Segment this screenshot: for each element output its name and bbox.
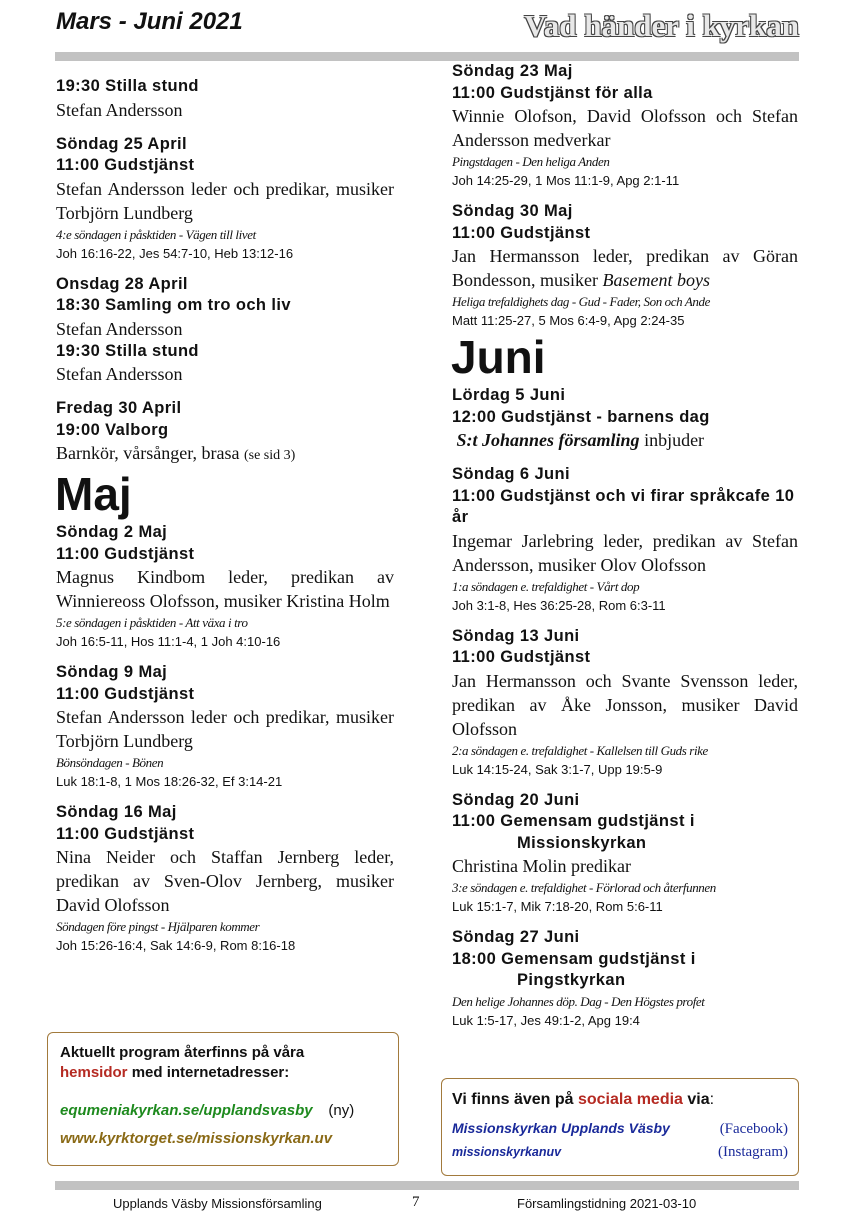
social-media-highlight: sociala media: [577, 1091, 683, 1108]
right-column: [452, 61, 798, 1041]
facebook-row: [452, 1120, 788, 1138]
event-text: Christina Molin predikar: [452, 856, 631, 876]
event-text: [452, 244, 798, 292]
top-rule: [55, 52, 799, 61]
event-5-juni: [452, 385, 798, 452]
event-text: Stefan Andersson: [56, 99, 183, 120]
event-refs: Luk 14:15-24, Sak 3:1-7, Upp 19:5-9: [452, 761, 663, 777]
event-text: Ingemar Jarlebring leder, predikan av Stefan Andersson, musiker Olov Olofsson: [452, 530, 798, 575]
website-info-line2-rest: med internetadresser:: [131, 1064, 290, 1081]
new-note: (ny): [328, 1102, 355, 1119]
event-27-juni: [452, 927, 798, 1029]
event-theme: 1:a söndagen e. trefaldighet - Vårt dop: [452, 578, 640, 594]
equmenia-link[interactable]: equmeniakyrkan.se/upplandsvasby: [60, 1102, 313, 1119]
event-text: Jan Hermansson och Svante Svensson leder, predikan av Åke Jonsson, musiker David Olofsson: [452, 670, 798, 739]
event-text-2: Stefan Andersson: [56, 364, 183, 384]
event-day: Lördag 5 Juni: [452, 386, 566, 404]
kyrktorget-link[interactable]: www.kyrktorget.se/missionskyrkan.uv: [60, 1130, 333, 1147]
left-column: [56, 76, 394, 966]
event-theme: 3:e söndagen e. trefaldighet - Förlorad och återfunnen: [452, 880, 716, 895]
event-day: Söndag 13 Juni: [452, 626, 580, 645]
event-time-title: 11:00 Gudstjänst: [452, 648, 591, 666]
event-theme: Den helige Johannes döp. Dag - Den Högstes profet: [452, 993, 705, 1009]
event-refs: Joh 14:25-29, 1 Mos 11:1-9, Apg 2:1-11: [452, 173, 680, 188]
event-refs: Joh 3:1-8, Hes 36:25-28, Rom 6:3-11: [452, 597, 666, 613]
event-day: Söndag 23 Maj: [452, 62, 573, 80]
event-text-main: Barnkör, vårsånger, brasa: [56, 443, 240, 463]
event-theme: 2:a söndagen e. trefaldighet - Kallelsen till Guds rike: [452, 742, 708, 758]
event-30-april: [56, 398, 394, 468]
event-day: Söndag 20 Juni: [452, 790, 580, 809]
event-text: [56, 441, 394, 468]
event-time-title: 11:00 Gudstjänst: [56, 156, 195, 174]
event-text: [452, 428, 798, 452]
event-time-title: 11:00 Gudstjänst: [452, 223, 591, 242]
event-text-emphasis: Basement boys: [602, 270, 710, 290]
website-info-line2: [60, 1063, 386, 1083]
event-refs: Luk 18:1-8, 1 Mos 18:26-32, Ef 3:14-21: [56, 774, 283, 789]
event-text: Stefan Andersson leder och predikar, musiker Torbjörn Lundberg: [56, 707, 394, 751]
event-refs: Matt 11:25-27, 5 Mos 6:4-9, Apg 2:24-35: [452, 313, 685, 328]
event-time-title: 11:00 Gudstjänst och vi firar språkcafe 10 år: [452, 486, 795, 526]
event-stilla-stund: [56, 76, 394, 122]
event-time-title: 18:00 Gemensam gudstjänst i: [452, 949, 696, 968]
event-theme: Söndagen före pingst - Hjälparen kommer: [56, 919, 260, 934]
page-title: Vad händer i kyrkan: [524, 8, 799, 43]
facebook-label: (Facebook): [719, 1121, 788, 1137]
instagram-label: (Instagram): [718, 1144, 788, 1160]
event-refs: Joh 16:5-11, Hos 11:1-4, 1 Joh 4:10-16: [56, 634, 281, 649]
event-text-emphasis: S:t Johannes församling: [456, 430, 640, 450]
event-day: Söndag 27 Juni: [452, 928, 580, 946]
instagram-link[interactable]: missionskyrkanuv: [452, 1145, 562, 1159]
event-refs: Luk 15:1-7, Mik 7:18-20, Rom 5:6-11: [452, 899, 663, 914]
event-theme: Bönsöndagen - Bönen: [56, 755, 164, 770]
event-23-maj: [452, 61, 798, 189]
website-link-row-2: [60, 1129, 386, 1149]
event-16-maj: [56, 802, 394, 954]
event-theme: Pingstdagen - Den heliga Anden: [452, 154, 610, 169]
website-info-box: [47, 1032, 399, 1166]
event-day: Söndag 16 Maj: [56, 803, 177, 821]
event-20-juni: [452, 790, 798, 916]
event-30-maj: [452, 201, 798, 329]
event-theme: 4:e söndagen i påsktiden - Vägen till livet: [56, 226, 256, 242]
event-time-title: 11:00 Gudstjänst för alla: [452, 83, 653, 102]
event-day: Söndag 2 Maj: [56, 523, 168, 541]
instagram-row: [452, 1144, 788, 1161]
website-link-row-1: [60, 1101, 386, 1121]
event-refs: Joh 15:26-16:4, Sak 14:6-9, Rom 8:16-18: [56, 938, 296, 953]
event-venue: Pingstkyrkan: [517, 971, 626, 989]
event-text: Winnie Olofson, David Olofsson och Stefan Andersson medverkar: [452, 106, 798, 150]
event-time-title: 11:00 Gudstjänst: [56, 684, 195, 703]
event-day: Söndag 9 Maj: [56, 663, 168, 681]
event-heading: 19:30 Stilla stund: [56, 77, 199, 95]
event-refs: Joh 16:16-22, Jes 54:7-10, Heb 13:12-16: [56, 245, 294, 261]
website-info-text: [60, 1043, 386, 1083]
event-6-juni: [452, 464, 798, 614]
social-media-post: via: [687, 1091, 710, 1108]
event-25-april: [56, 134, 394, 262]
issue-period: Mars - Juni 2021: [56, 8, 243, 35]
event-day: Onsdag 28 April: [56, 274, 188, 293]
event-text: Stefan Andersson leder och predikar, musiker Torbjörn Lundberg: [56, 178, 394, 223]
event-theme: 5:e söndagen i påsktiden - Att växa i tro: [56, 615, 248, 630]
event-time-title: 11:00 Gemensam gudstjänst i: [452, 812, 695, 830]
event-theme: Heliga trefaldighets dag - Gud - Fader, Son och Ande: [452, 294, 710, 309]
event-time-title: 11:00 Gudstjänst: [56, 544, 195, 563]
event-13-juni: [452, 626, 798, 778]
event-9-maj: [56, 662, 394, 790]
website-info-line1: Aktuellt program återfinns på våra: [60, 1044, 305, 1061]
event-day: Söndag 30 Maj: [452, 202, 573, 220]
event-note: (se sid 3): [243, 448, 296, 463]
social-media-pre: Vi finns även på: [452, 1091, 574, 1108]
facebook-link[interactable]: Missionskyrkan Upplands Väsby: [452, 1120, 670, 1136]
event-text: Magnus Kindbom leder, predikan av Winniereoss Olofsson, musiker Kristina Holm: [56, 567, 394, 611]
event-venue: Missionskyrkan: [517, 833, 647, 852]
page-number: 7: [412, 1194, 420, 1210]
event-day: Söndag 25 April: [56, 134, 187, 153]
event-time-title: 18:30 Samling om tro och liv: [56, 296, 291, 314]
event-refs: Luk 1:5-17, Jes 49:1-2, Apg 19:4: [452, 1012, 640, 1028]
social-media-box: [441, 1078, 799, 1176]
event-28-april: [56, 274, 394, 387]
websites-highlight: hemsidor: [60, 1064, 128, 1081]
month-heading-juni: Juni: [451, 331, 546, 383]
event-time-title: 19:00 Valborg: [56, 420, 169, 439]
event-day: Söndag 6 Juni: [452, 465, 570, 483]
event-text: Nina Neider och Staffan Jernberg leder, predikan av Sven-Olov Jernberg, musiker David Olofsson: [56, 847, 394, 915]
event-text-main: inbjuder: [644, 430, 705, 450]
social-media-heading: [452, 1089, 788, 1111]
month-heading-maj: Maj: [55, 468, 132, 520]
event-time-title-2: 19:30 Stilla stund: [56, 341, 199, 360]
event-time-title: 11:00 Gudstjänst: [56, 824, 195, 843]
event-day: Fredag 30 April: [56, 399, 182, 417]
event-text: Stefan Andersson: [56, 318, 183, 339]
event-time-title: 12:00 Gudstjänst - barnens dag: [452, 407, 710, 426]
event-text-main: Jan Hermansson leder, predikan av Göran Bondesson, musiker: [452, 246, 798, 290]
event-2-maj: [56, 522, 394, 650]
bottom-rule: [55, 1181, 799, 1190]
social-media-colon: :: [709, 1091, 715, 1108]
footer-publication: Församlingstidning 2021-03-10: [517, 1196, 697, 1211]
footer-congregation: Upplands Väsby Missionsförsamling: [113, 1196, 322, 1211]
